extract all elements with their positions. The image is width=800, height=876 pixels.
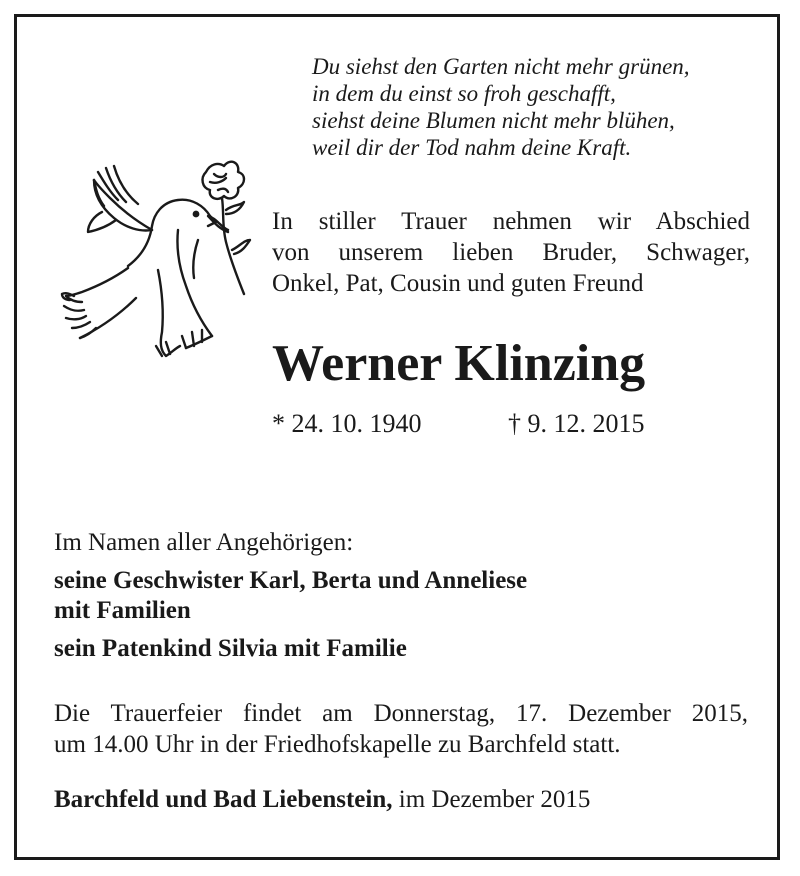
family-section xyxy=(54,528,527,664)
ceremony-text xyxy=(54,698,748,760)
intro-text xyxy=(272,206,750,299)
death-date: † 9. 12. 2015 xyxy=(508,409,645,438)
poem-line: siehst deine Blumen nicht mehr blühen, xyxy=(312,108,675,133)
closing-line xyxy=(54,784,590,815)
deceased-name: Werner Klinzing xyxy=(272,335,646,392)
birth-date: * 24. 10. 1940 xyxy=(272,409,422,438)
closing-place: Barchfeld und Bad Liebenstein, xyxy=(54,786,393,813)
siblings-line: mit Familien xyxy=(54,597,191,624)
intro-line: Onkel, Pat, Cousin und guten Freund xyxy=(272,270,644,297)
siblings-line: seine Geschwister Karl, Berta und Anneliese xyxy=(54,567,528,594)
poem-line: in dem du einst so froh geschafft, xyxy=(312,81,616,106)
godchild-line: sein Patenkind Silvia mit Familie xyxy=(54,635,407,662)
life-dates xyxy=(272,408,645,440)
closing-date: im Dezember 2015 xyxy=(392,786,591,813)
poem-line: Du siehst den Garten nicht mehr grünen, xyxy=(312,54,690,79)
family-intro: Im Namen aller Angehörigen: xyxy=(54,529,354,556)
intro-line: In stiller Trauer nehmen wir Abschied xyxy=(272,208,750,235)
poem-line: weil dir der Tod nahm deine Kraft. xyxy=(312,135,632,160)
ceremony-line: Die Trauerfeier findet am Donnerstag, 17. Dezember 2015, xyxy=(54,700,748,727)
poem xyxy=(312,53,690,161)
dove-with-rose-icon xyxy=(58,150,258,370)
intro-line: von unserem lieben Bruder, Schwager, xyxy=(272,239,750,266)
ceremony-line: um 14.00 Uhr in der Friedhofskapelle zu Barchfeld statt. xyxy=(54,731,621,758)
